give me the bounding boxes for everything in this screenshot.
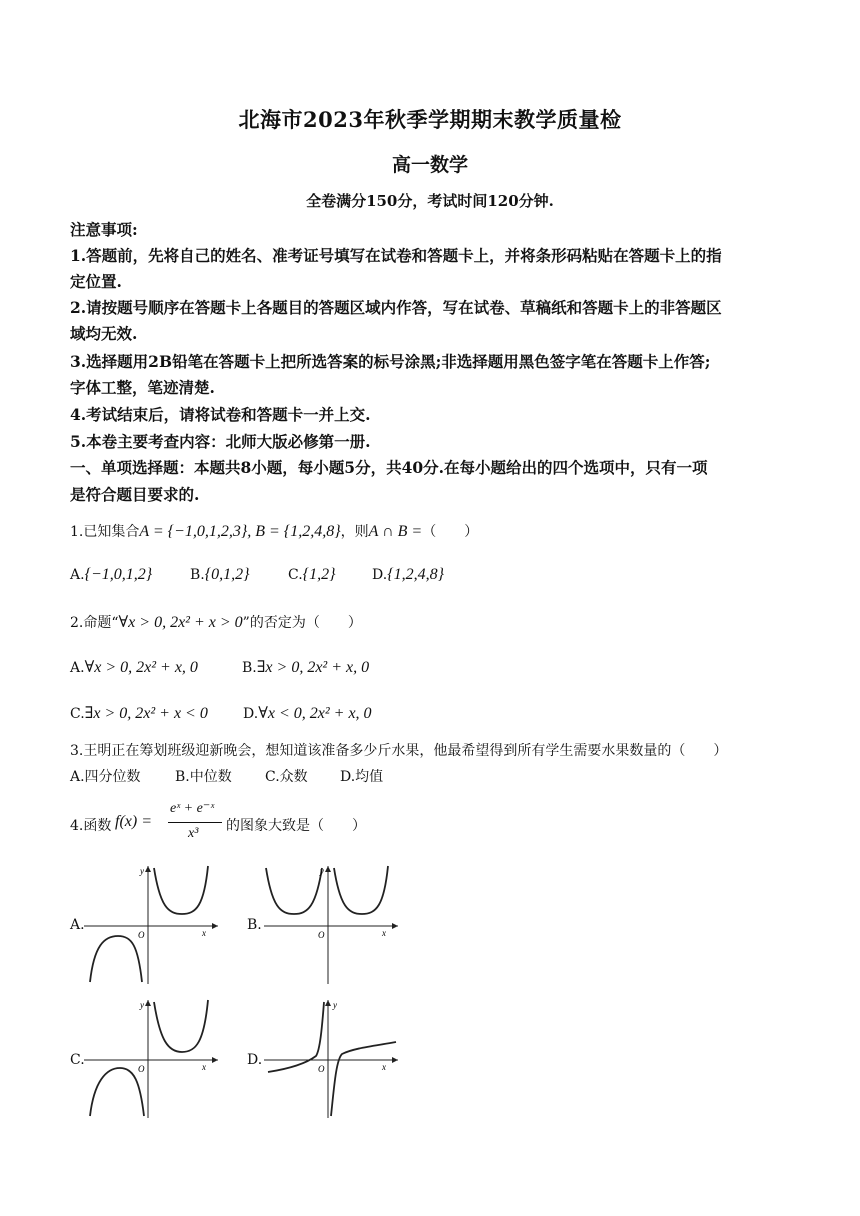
note-1b: 定位置. [70,272,122,291]
q1-stem-suffix: （ ） [422,524,479,540]
graph-b-y-label: y [320,866,324,876]
q1-stem-math2: A ∩ B = [368,523,423,540]
note-2a: 2.请按题号顺序在答题卡上各题目的答题区域内作答，写在试卷、草稿纸和答题卡上的非答题区 [70,298,722,317]
note-3b: 字体工整，笔迹清楚. [70,378,215,397]
graph-c-x-label: x [202,1062,206,1072]
graph-a-origin: O [138,930,145,940]
q1-stem-mid: ，则 [340,524,369,540]
q2-option-d: D.∀x < 0, 2x² + x, 0 [243,705,372,722]
section1-line2: 是符合题目要求的. [70,485,200,504]
note-2b: 域均无效. [70,324,138,343]
exam-meta: 全卷满分150分，考试时间120分钟. [306,192,554,210]
q3-option-d: D.均值 [340,769,384,785]
graph-a-x-label: x [202,928,206,938]
graph-d-x-label: x [382,1062,386,1072]
graph-c [84,998,220,1120]
q1-stem [70,521,478,541]
graph-a-label: A. [70,917,85,933]
page-title: 北海市2023年秋季学期期末教学质量检 [238,107,622,132]
note-1a: 1.答题前，先将自己的姓名、准考证号填写在试卷和答题卡上，并将条形码粘贴在答题卡上的指 [70,246,722,265]
graph-d-origin: O [318,1064,325,1074]
section1-line1: 一、单项选择题：本题共8小题，每小题5分，共40分.在每小题给出的四个选项中，只有一项 [70,458,708,477]
q3-option-b: B.中位数 [175,769,232,785]
q1-stem-math: A = {−1,0,1,2,3}, B = {1,2,4,8} [139,523,341,540]
q4-func-lhs: f(x) = [115,813,152,830]
graph-b-label: B. [247,917,262,933]
graph-d-y-label: y [333,1000,337,1010]
graph-c-origin: O [138,1064,145,1074]
graph-a-y-label: y [140,866,144,876]
q1-option-c: C.{1,2} [288,566,336,583]
q3-option-c: C.众数 [265,769,308,785]
fraction-bar [168,822,222,823]
q4-stem-suffix: 的图象大致是（ ） [226,818,366,834]
q1-option-d: D.{1,2,4,8} [372,566,444,583]
graph-d [264,998,400,1120]
q4-numerator: eˣ + e⁻ˣ [170,801,215,816]
q3-stem: 3.王明正在筹划班级迎新晚会，想知道该准备多少斤水果，他最希望得到所有学生需要水果数量的（ ） [70,743,728,759]
q2-option-c: C.∃x > 0, 2x² + x < 0 [70,705,208,722]
graph-c-y-label: y [140,1000,144,1010]
q2-option-a: A.∀x > 0, 2x² + x, 0 [70,659,198,676]
q2-stem-math: ∀x > 0, 2x² + x > 0 [118,614,243,631]
q4-stem-prefix: 4.函数 [70,818,112,834]
graph-b-origin: O [318,930,325,940]
note-5: 5.本卷主要考查内容：北师大版必修第一册. [70,432,371,451]
note-4: 4.考试结束后，请将试卷和答题卡一并上交. [70,405,371,424]
q1-option-b: B.{0,1,2} [190,566,250,583]
notes-heading: 注意事项: [70,220,138,239]
q2-stem: 2.命题“∀x > 0, 2x² + x > 0”的否定为（ ） [70,614,362,631]
page-subtitle: 高一数学 [391,154,468,176]
q4-denominator: x³ [188,826,199,841]
graph-c-label: C. [70,1052,85,1068]
graph-b [264,864,400,986]
q1-option-a: A.{−1,0,1,2} [70,566,153,583]
q2-option-b: B.∃x > 0, 2x² + x, 0 [242,659,370,676]
q1-stem-prefix: 1.已知集合 [70,524,140,540]
graph-d-label: D. [247,1052,263,1068]
q3-option-a: A.四分位数 [70,769,141,785]
graph-a [84,864,220,986]
graph-b-x-label: x [382,928,386,938]
note-3a: 3.选择题用2B铅笔在答题卡上把所选答案的标号涂黑;非选择题用黑色签字笔在答题卡上作答; [70,352,711,371]
